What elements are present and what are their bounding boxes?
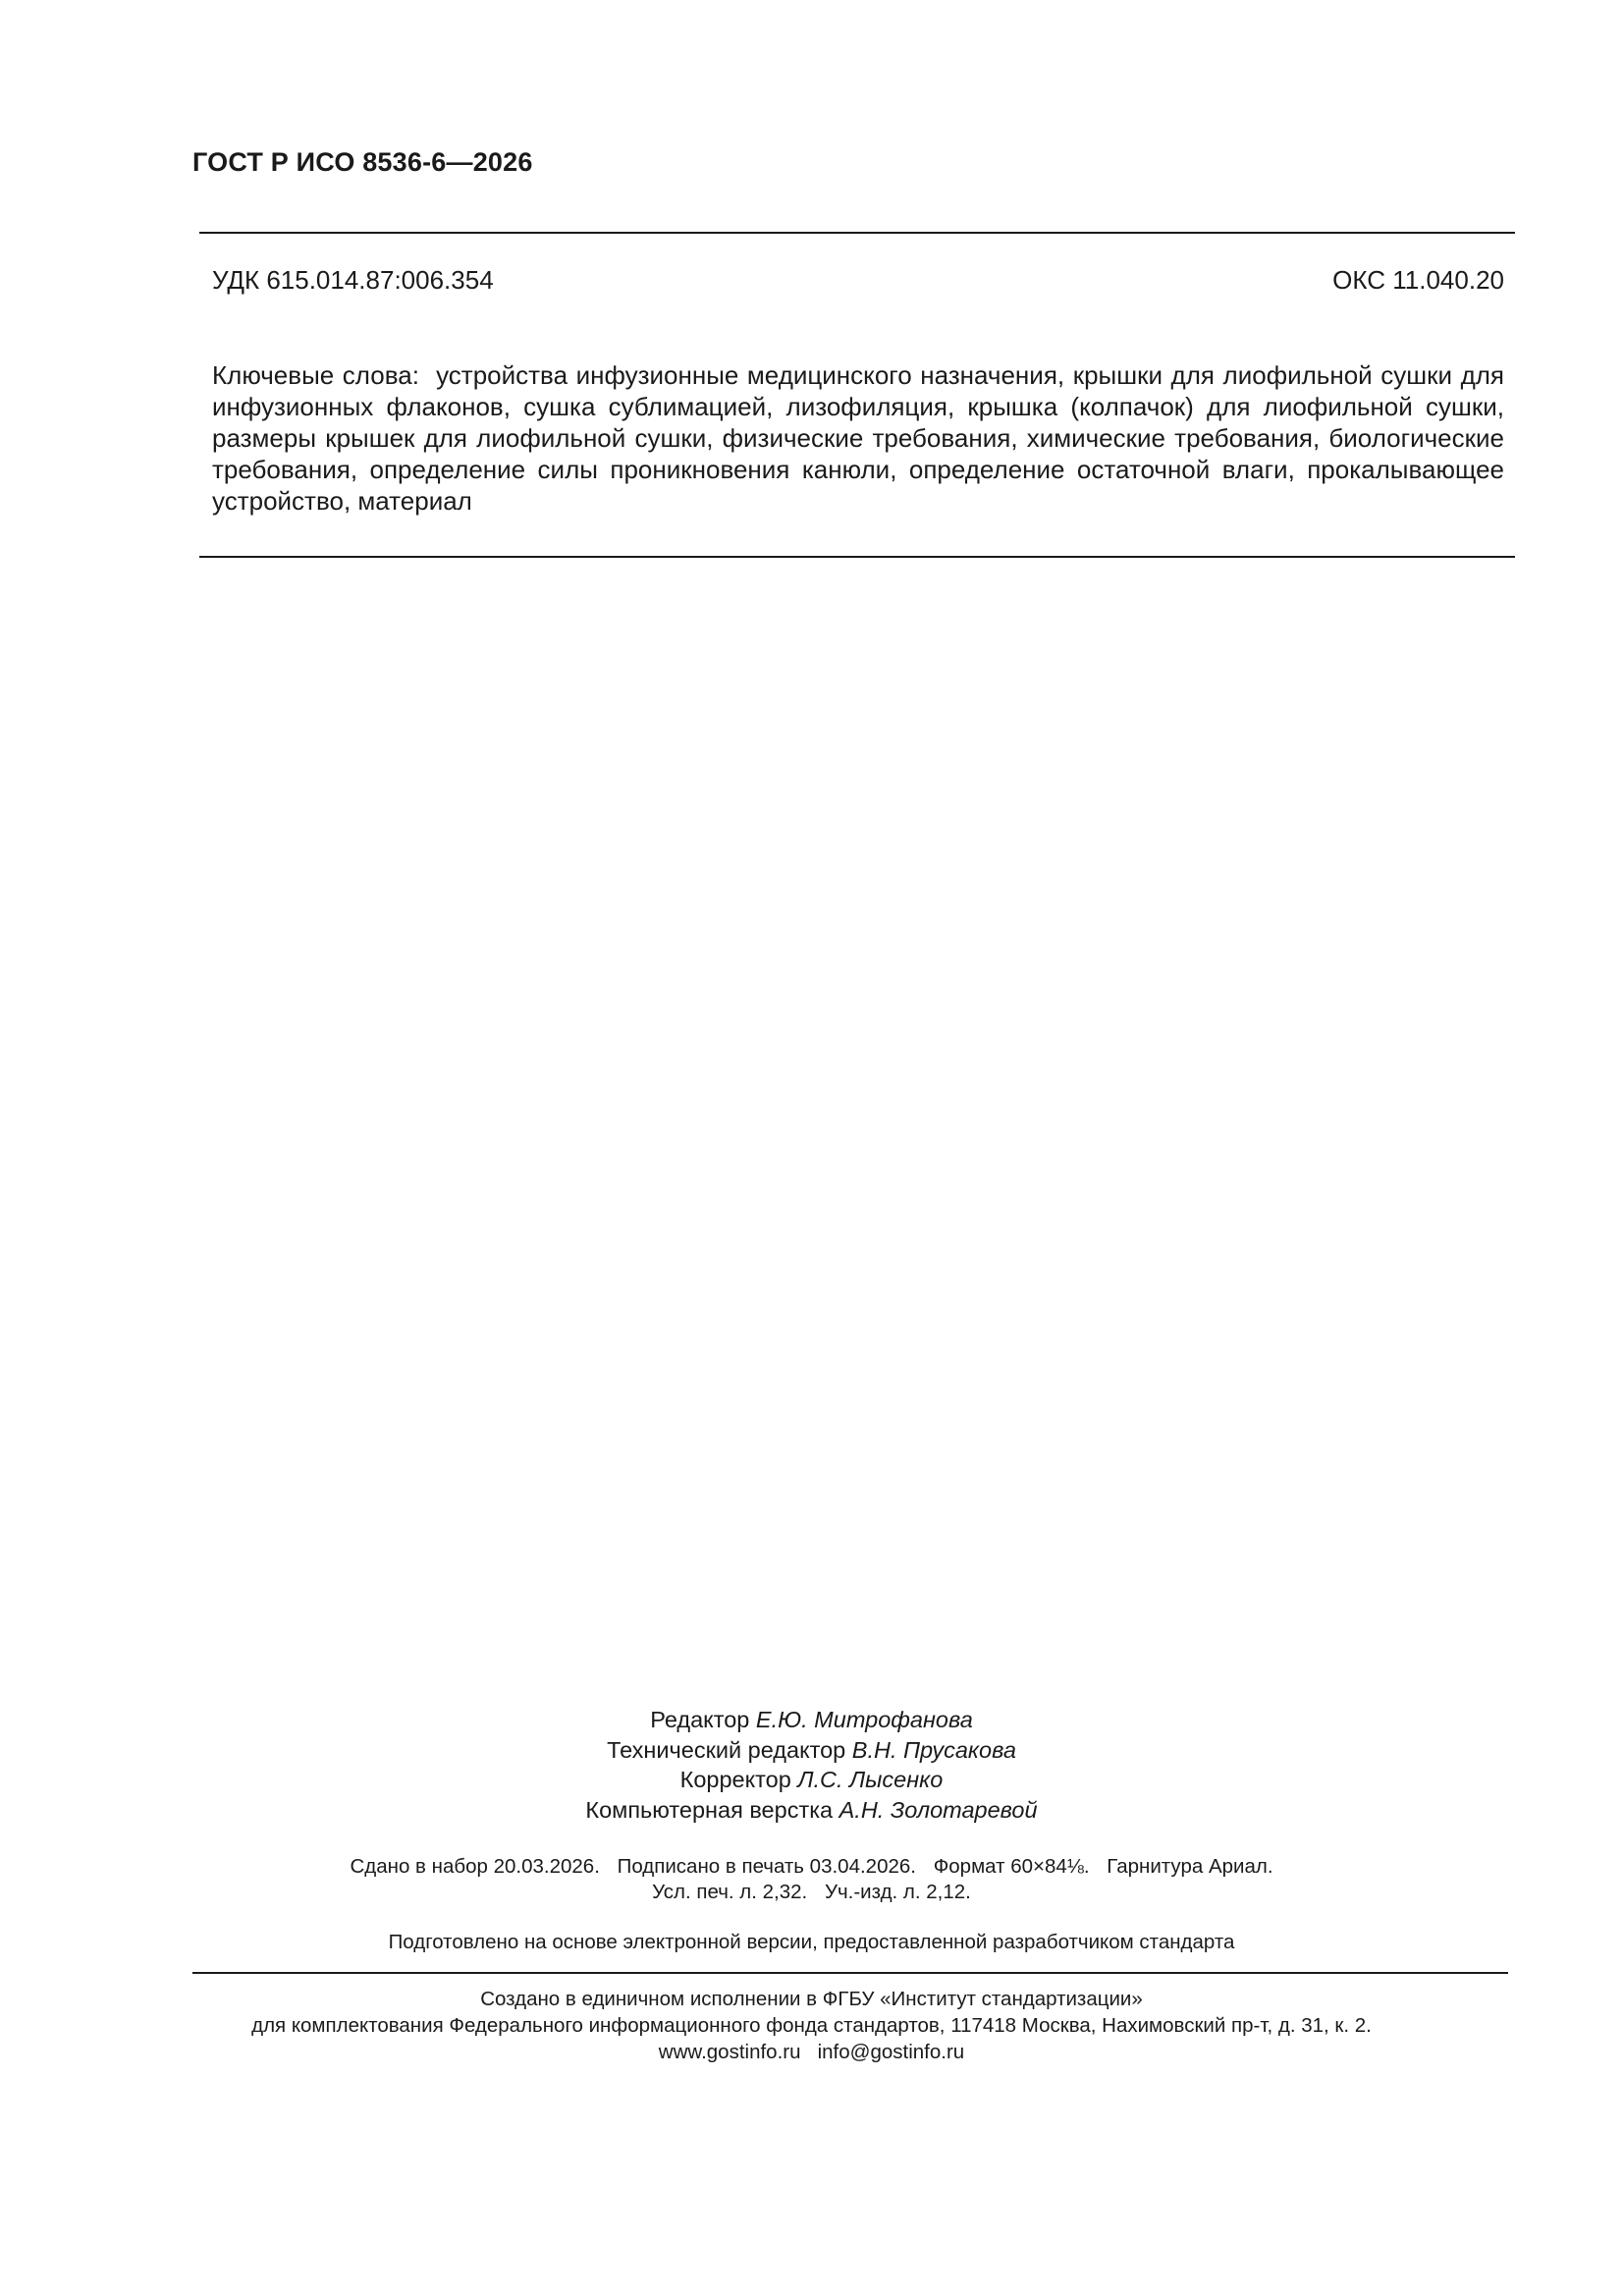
paper-format: Формат 60×84⅛. xyxy=(933,1855,1090,1878)
corrector-role: Корректор xyxy=(679,1767,791,1792)
top-divider xyxy=(199,232,1515,234)
print-sheets: Усл. печ. л. 2,32. xyxy=(652,1881,808,1903)
layout-name: А.Н. Золотаревой xyxy=(839,1796,1038,1823)
corrector-line xyxy=(0,1765,1623,1795)
udk-code: УДК 615.014.87:006.354 xyxy=(212,265,494,295)
prepared-note: Подготовлено на основе электронной версии, предоставленной разработчиком стандарта xyxy=(388,1931,1235,1953)
classification-row xyxy=(212,265,1504,296)
keywords-divider xyxy=(199,556,1515,558)
keywords-label: Ключевые слова: xyxy=(212,360,419,390)
layout-line xyxy=(0,1795,1623,1826)
publisher-sheets: Уч.-изд. л. 2,12. xyxy=(824,1881,971,1903)
print-info-line-1 xyxy=(0,1854,1623,1880)
email-link[interactable]: info@gostinfo.ru xyxy=(817,2041,965,2063)
footer-divider xyxy=(192,1972,1508,1974)
website-link[interactable]: www.gostinfo.ru xyxy=(658,2041,801,2063)
editor-line xyxy=(0,1705,1623,1735)
publisher-line-1: Создано в единичном исполнении в ФГБУ «Институт стандартизации» xyxy=(480,1988,1143,2010)
tech-editor-line xyxy=(0,1735,1623,1766)
tech-editor-role: Технический редактор xyxy=(607,1736,846,1763)
print-info-line-2 xyxy=(0,1880,1623,1905)
editor-role: Редактор xyxy=(650,1707,750,1732)
publisher-info xyxy=(0,1986,1623,2065)
publisher-contacts xyxy=(0,2039,1623,2065)
corrector-name: Л.С. Лысенко xyxy=(797,1767,944,1792)
keywords-text: устройства инфузионные медицинского назначения, крышки для лиофильной сушки для инфузионных флаконов, сушка сублимацией, лизофиляция, крышка (колпачок) для лиофильной сушки, размеры крышек для лиофильной сушки, физические требования, химические требования, биологические требования, определение силы проникновения канюли, определение остаточной влаги, прокалывающее устройство, материал xyxy=(212,360,1505,516)
signed-date: Подписано в печать 03.04.2026. xyxy=(617,1855,916,1878)
editor-name: Е.Ю. Митрофанова xyxy=(755,1707,973,1732)
oks-code: ОКС 11.040.20 xyxy=(1332,265,1504,295)
typeset-date: Сдано в набор 20.03.2026. xyxy=(350,1855,600,1878)
print-info xyxy=(0,1854,1623,1905)
tech-editor-name: В.Н. Прусакова xyxy=(851,1736,1016,1763)
staff-credits xyxy=(0,1705,1623,1825)
layout-role: Компьютерная верстка xyxy=(585,1796,834,1823)
publisher-line-2: для комплектования Федерального информационного фонда стандартов, 117418 Москва, Нахимовский пр-т, д. 31, к. 2. xyxy=(251,2014,1372,2037)
keywords-paragraph xyxy=(212,359,1504,517)
document-code: ГОСТ Р ИСО 8536-6—2026 xyxy=(192,147,533,177)
typeface: Гарнитура Ариал. xyxy=(1107,1855,1273,1878)
